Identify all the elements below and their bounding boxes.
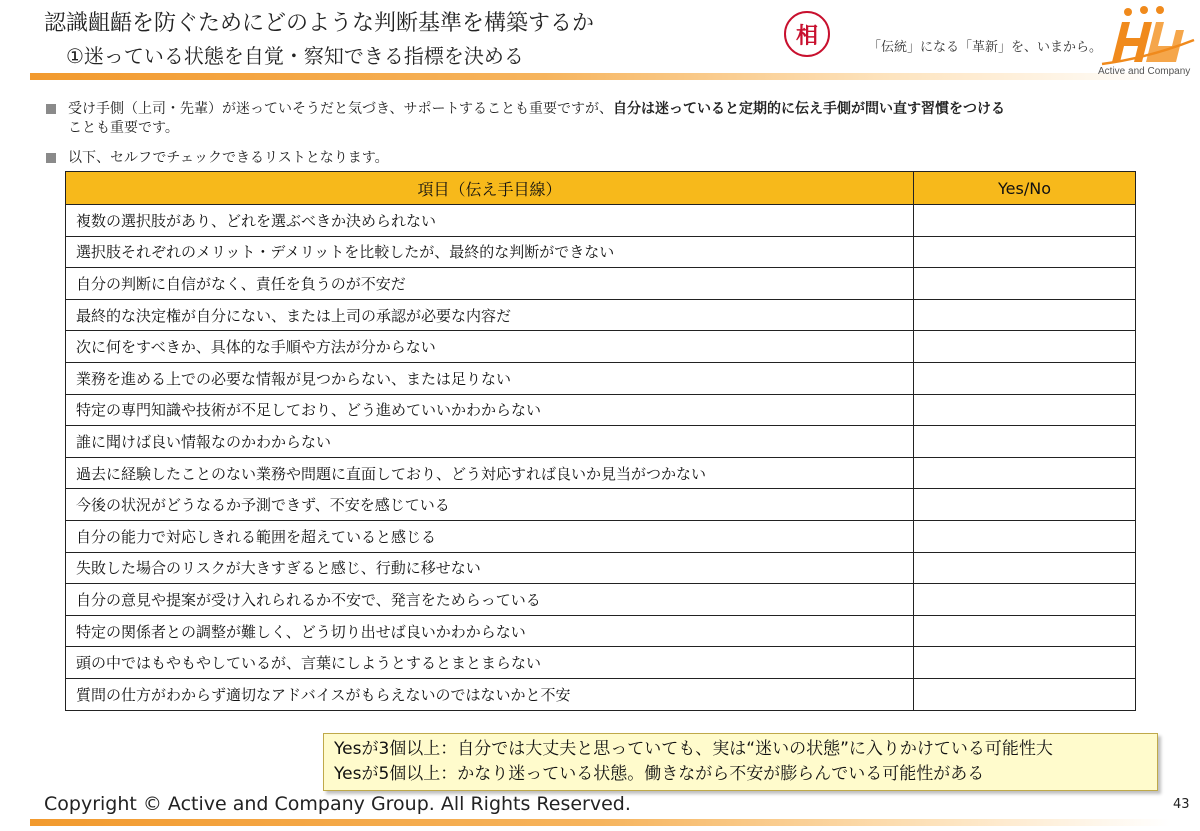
yes-no-cell[interactable] bbox=[914, 647, 1136, 679]
table-row bbox=[66, 236, 1136, 268]
table-row bbox=[66, 457, 1136, 489]
check-item: 選択肢それぞれのメリット・デメリットを比較したが、最終的な判断ができない bbox=[66, 236, 914, 268]
yes-no-cell[interactable] bbox=[914, 615, 1136, 647]
check-item: 特定の関係者との調整が難しく、どう切り出せば良いかわからない bbox=[66, 615, 914, 647]
table-row bbox=[66, 268, 1136, 300]
header-divider bbox=[30, 73, 1170, 80]
table-row bbox=[66, 489, 1136, 521]
yes-no-cell[interactable] bbox=[914, 584, 1136, 616]
check-item: 次に何をすべきか、具体的な手順や方法が分からない bbox=[66, 331, 914, 363]
check-item: 業務を進める上での必要な情報が見つからない、または足りない bbox=[66, 362, 914, 394]
check-item: 過去に経験したことのない業務や問題に直面しており、どう対応すれば良いか見当がつかない bbox=[66, 457, 914, 489]
callout-line-5-plus: Yesが5個以上：かなり迷っている状態。働きながら不安が膨らんでいる可能性がある bbox=[334, 764, 985, 784]
bullet-text: 受け手側（上司・先輩）が迷っていそうだと気づき、サポートすることも重要ですが、 bbox=[68, 101, 614, 117]
check-item: 今後の状況がどうなるか予測できず、不安を感じている bbox=[66, 489, 914, 521]
yes-no-cell[interactable] bbox=[914, 678, 1136, 710]
check-item: 質問の仕方がわからず適切なアドバイスがもらえないのではないかと不安 bbox=[66, 678, 914, 710]
table-row bbox=[66, 552, 1136, 584]
yes-no-cell[interactable] bbox=[914, 205, 1136, 237]
bullet-text: 以下、セルフでチェックできるリストとなります。 bbox=[68, 150, 389, 166]
table-row bbox=[66, 647, 1136, 679]
table-row bbox=[66, 205, 1136, 237]
scoring-callout bbox=[323, 733, 1158, 791]
yes-no-cell[interactable] bbox=[914, 520, 1136, 552]
table-row bbox=[66, 426, 1136, 458]
check-item: 自分の意見や提案が受け入れられるか不安で、発言をためらっている bbox=[66, 584, 914, 616]
company-slogan: 「伝統」になる「革新」を、いまから。 bbox=[868, 40, 1103, 55]
yes-no-cell[interactable] bbox=[914, 489, 1136, 521]
check-item: 誰に聞けば良い情報なのかわからない bbox=[66, 426, 914, 458]
yes-no-cell[interactable] bbox=[914, 236, 1136, 268]
yes-no-cell[interactable] bbox=[914, 362, 1136, 394]
page-subtitle: ①迷っている状態を自覚・察知できる指標を決める bbox=[66, 44, 524, 68]
yes-no-cell[interactable] bbox=[914, 552, 1136, 584]
table-row bbox=[66, 394, 1136, 426]
page-number: 43 bbox=[1173, 797, 1190, 812]
callout-line-3-plus: Yesが3個以上：自分では大丈夫と思っていても、実は“迷いの状態”に入りかけている可能性大 bbox=[334, 739, 1053, 759]
check-item: 頭の中ではもやもやしているが、言葉にしようとするとまとまらない bbox=[66, 647, 914, 679]
footer-divider bbox=[30, 819, 1170, 826]
yes-no-cell[interactable] bbox=[914, 394, 1136, 426]
table-row bbox=[66, 678, 1136, 710]
check-item: 失敗した場合のリスクが大きすぎると感じ、行動に移せない bbox=[66, 552, 914, 584]
column-header-yes-no: Yes/No bbox=[914, 172, 1136, 205]
copyright-notice: Copyright © Active and Company Group. All Rights Reserved. bbox=[44, 793, 631, 815]
table-row bbox=[66, 520, 1136, 552]
seal-char: 相 bbox=[795, 22, 818, 49]
column-header-item: 項目（伝え手目線） bbox=[66, 172, 914, 205]
page-title: 認識齟齬を防ぐためにどのような判断基準を構築するか bbox=[44, 11, 595, 36]
check-item: 最終的な決定権が自分にない、または上司の承認が必要な内容だ bbox=[66, 299, 914, 331]
table-row bbox=[66, 584, 1136, 616]
table-row bbox=[66, 362, 1136, 394]
bullet-text-continued: ことも重要です。 bbox=[68, 120, 179, 136]
bullet-square-icon bbox=[46, 104, 56, 114]
yes-no-cell[interactable] bbox=[914, 457, 1136, 489]
logo-caption: Active and Company bbox=[1098, 66, 1191, 77]
check-item: 特定の専門知識や技術が不足しており、どう進めていいかわからない bbox=[66, 394, 914, 426]
table-header-row bbox=[66, 172, 1136, 205]
table-row bbox=[66, 615, 1136, 647]
self-check-table bbox=[65, 171, 1136, 711]
yes-no-cell[interactable] bbox=[914, 268, 1136, 300]
yes-no-cell[interactable] bbox=[914, 426, 1136, 458]
seal-stamp-icon bbox=[784, 11, 830, 57]
check-item: 自分の判断に自信がなく、責任を負うのが不安だ bbox=[66, 268, 914, 300]
bullet-emphasis: 自分は迷っていると定期的に伝え手側が問い直す習慣をつける bbox=[613, 101, 1006, 117]
bullet-square-icon bbox=[46, 153, 56, 163]
yes-no-cell[interactable] bbox=[914, 331, 1136, 363]
table-row bbox=[66, 299, 1136, 331]
check-item: 自分の能力で対応しきれる範囲を超えていると感じる bbox=[66, 520, 914, 552]
yes-no-cell[interactable] bbox=[914, 299, 1136, 331]
table-row bbox=[66, 331, 1136, 363]
check-item: 複数の選択肢があり、どれを選ぶべきか決められない bbox=[66, 205, 914, 237]
